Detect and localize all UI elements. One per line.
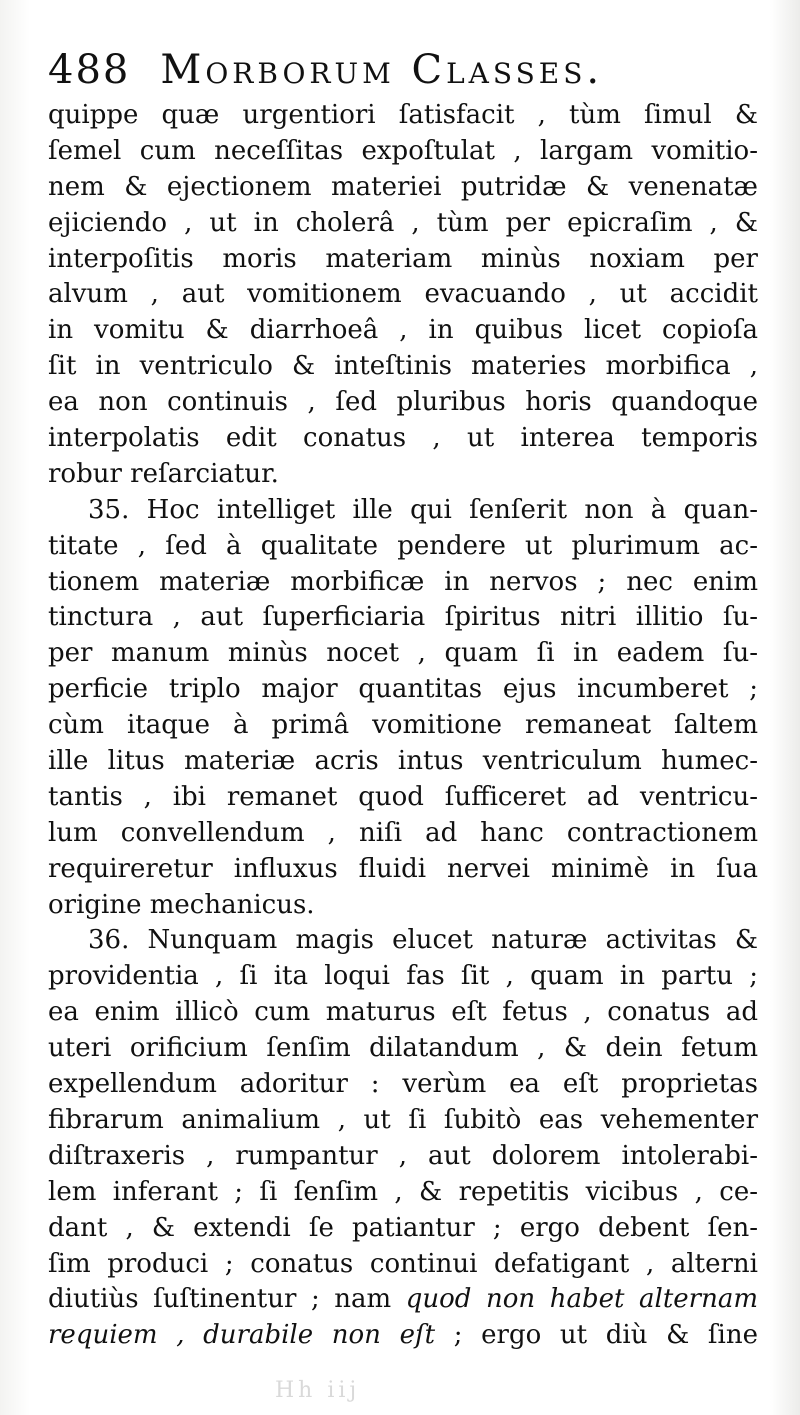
text-line: titate , ſed à qualitate pendere ut plurimum ac- [48, 530, 758, 561]
text-line: in vomitu & diarrhoeâ , in quibus licet copioſa [48, 315, 758, 346]
text-line: diſtraxeris , rumpantur , aut dolorem intolerabi- [48, 1140, 758, 1171]
text-line: lum convellendum , niſi ad hanc contractionem [48, 817, 758, 848]
body-text [48, 98, 758, 1354]
text-line: requireretur influxus fluidi nervei minimè in ſua [48, 853, 758, 884]
text-line: quippe quæ urgentiori ſatisfacit , tùm ſimul & [48, 100, 758, 130]
text-line: lem inferant ; ſi ſenſim , & repetitis vicibus , ce- [48, 1176, 758, 1207]
text-line: requiem , durabile non eſt ; ergo ut diù & ſine [48, 1320, 758, 1351]
text-line: ea non continuis , ſed pluribus horis quandoque [48, 387, 758, 418]
text-line: tinctura , aut ſuperficiaria ſpiritus nitri illitio ſu- [48, 602, 758, 633]
text-line: uteri orificium ſenſim dilatandum , & dein fetum [48, 1033, 758, 1064]
text-line: ejiciendo , ut in cholerâ , tùm per epicraſim , & [48, 207, 758, 238]
paragraph-35-start: 35. Hoc intelliget ille qui ſenſerit non à quan- [88, 494, 758, 525]
running-title: Morborum Classes. [160, 47, 604, 93]
text-line: ille litus materiæ acris intus ventriculum humec- [48, 746, 758, 777]
text-line: dant , & extendi ſe patiantur ; ergo debent ſen- [48, 1212, 758, 1243]
text-line: ea enim illicò cum maturus eſt fetus , conatus ad [48, 997, 758, 1028]
text-line: interpoſitis moris materiam minùs noxiam per [48, 243, 758, 274]
paragraph-36-start: 36. Nunquam magis elucet naturæ activitas & [88, 925, 758, 956]
paragraph-end-line: robur reſarciatur. [48, 458, 279, 489]
text-line: tionem materiæ morbificæ in nervos ; nec enim [48, 566, 758, 597]
text-line: expellendum adoritur : verùm ea eſt proprietas [48, 1069, 758, 1100]
text-line: ſemel cum neceſſitas expoſtulat , largam vomitio- [48, 135, 758, 166]
text-line: per manum minùs nocet , quam ſi in eadem ſu- [48, 638, 758, 669]
text-line: nem & ejectionem materiei putridæ & venenatæ [48, 171, 758, 202]
text-line: alvum , aut vomitionem evacuando , ut accidit [48, 279, 758, 310]
text-line: fibrarum animalium , ut ſi ſubitò eas vehementer [48, 1104, 758, 1135]
text-line: interpolatis edit conatus , ut interea temporis [48, 423, 758, 454]
text-line: providentia , ſi ita loqui fas ſit , quam in partu ; [48, 961, 758, 992]
text-line: ſim produci ; conatus continui defatigant , alterni [48, 1248, 758, 1279]
paragraph-end-line: origine mechanicus. [48, 889, 315, 920]
quoted-phrase: quod non habet alternam [405, 1284, 759, 1315]
text-line: cùm itaque à primâ vomitione remaneat ſaltem [48, 710, 758, 741]
text-line: perficie triplo major quantitas ejus incumberet ; [48, 674, 758, 705]
page-number: 488 [48, 47, 131, 93]
text-line: tantis , ibi remanet quod ſufficeret ad ventricu- [48, 781, 758, 812]
page-header [48, 44, 768, 96]
show-through-signature: Hh iij [275, 1378, 361, 1403]
quoted-phrase: requiem , durabile non eſt [48, 1320, 436, 1351]
text-line: ſit in ventriculo & inteſtinis materies morbifica , [48, 351, 758, 382]
text-line: diutiùs ſuſtinentur ; nam quod non habet alternam [48, 1284, 759, 1315]
